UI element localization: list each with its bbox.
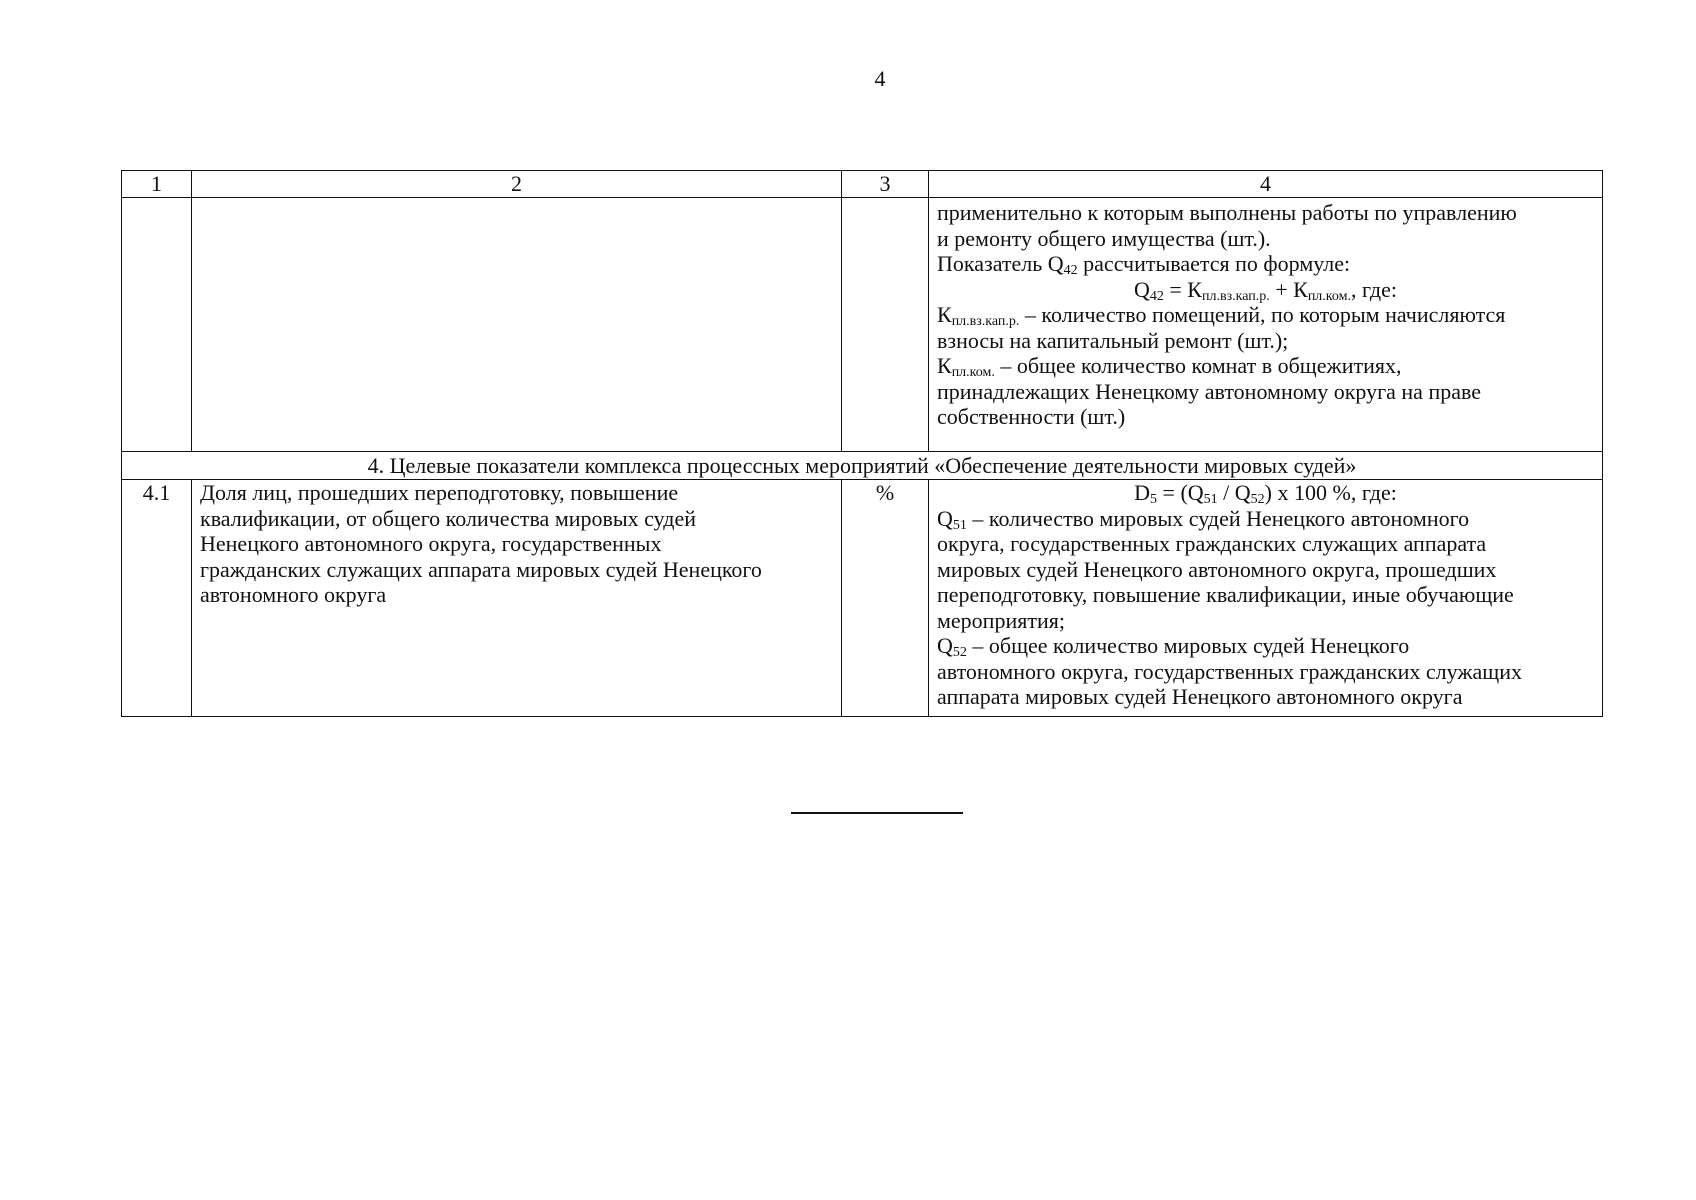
subscript: 51 [952,517,967,533]
definition-q52 [937,633,1594,659]
subscript: пл.вз.кап.р. [1201,288,1270,304]
subscript: 52 [1250,492,1265,507]
text-line: Показатель $Q_{42}$ рассчитывается по формуле: [937,251,1351,278]
symbol: Q [937,633,953,658]
text-line: округа, государственных гражданских служащих аппарата [937,531,1487,556]
table-row-4-1 [122,480,1603,717]
unit-of-measure: % [842,480,929,717]
formula-part: = К [1163,276,1202,302]
subscript: 42 [1149,288,1164,304]
formula-part: Q [1134,276,1150,302]
calculation-method [929,480,1603,717]
formula-d5 [937,480,1594,506]
definition-text: – количество помещений, по которым начисляются [1019,302,1506,327]
continuation-col-3 [842,198,929,452]
formula-part: = (Q [1157,480,1204,505]
definition-k-vz [937,302,1594,328]
end-divider [791,812,963,814]
text-line: мероприятия; [937,607,1065,633]
definition-text: – общее количество комнат в общежитиях, [994,353,1402,378]
text-line: Доля лиц, прошедших переподготовку, повышение [200,480,679,505]
subscript: пл.вз.кап.р. [951,314,1020,329]
continuation-col-1 [122,198,192,452]
text-line: взносы на капитальный ремонт (шт.); [937,327,1289,353]
subscript: пл.ком. [1307,288,1351,304]
formula-part: / Q [1217,480,1251,505]
formula-part: + К [1269,276,1308,302]
header-col-4: 4 [929,171,1603,198]
definition-text: – количество мировых судей Ненецкого автономного [966,505,1470,531]
subscript: пл.ком. [951,365,995,380]
formula-part: , где: [1350,276,1397,302]
continuation-col-2 [192,198,842,452]
definition-q51 [937,506,1594,532]
row-number: 4.1 [122,480,192,717]
text-line: мировых судей Ненецкого автономного округа, прошедших [937,556,1497,582]
text-line: автономного округа, государственных гражданских служащих [937,658,1523,684]
table-header-row [122,171,1603,198]
text-line: квалификации, от общего количества мировых судей [200,505,696,531]
symbol: Q [937,505,953,531]
text-line: и ремонту общего имущества (шт.). [937,225,1271,251]
header-col-3: 3 [842,171,929,198]
indicator-name [192,480,842,717]
definition-text: – общее количество мировых судей Ненецкого [966,633,1410,658]
formula-part: ) х 100 %, где: [1264,480,1397,505]
text-line: автономного округа [200,582,387,607]
text-line: применительно к которым выполнены работы по управлению [937,200,1517,225]
indicators-table [121,170,1603,717]
continuation-row [122,198,1603,452]
text-line: Ненецкого автономного округа, государственных [200,531,662,556]
subscript: 5 [1150,492,1158,507]
formula-q42 [937,277,1594,303]
symbol: К [937,302,952,327]
section-row [122,452,1603,480]
text-line: переподготовку, повышение квалификации, иные обучающие [937,582,1514,607]
text-line: принадлежащих Ненецкому автономному округа на праве [937,378,1482,404]
symbol: К [937,353,952,378]
text-line: гражданских служащих аппарата мировых судей Ненецкого [200,556,762,582]
formula-part: D [1134,480,1151,505]
text-line: аппарата мировых судей Ненецкого автономного округа [937,684,1463,709]
header-col-1: 1 [122,171,192,198]
subscript: 51 [1203,492,1218,507]
header-col-2: 2 [192,171,842,198]
subscript: 52 [952,645,967,660]
page-number: 4 [874,66,886,91]
text-line: собственности (шт.) [937,404,1126,429]
continuation-col-4 [929,198,1603,452]
subscript: 42 [1063,263,1078,278]
section-title: 4. Целевые показатели комплекса процессных мероприятий «Обеспечение деятельности мировых судей» [122,452,1603,480]
definition-k-kom [937,353,1594,379]
